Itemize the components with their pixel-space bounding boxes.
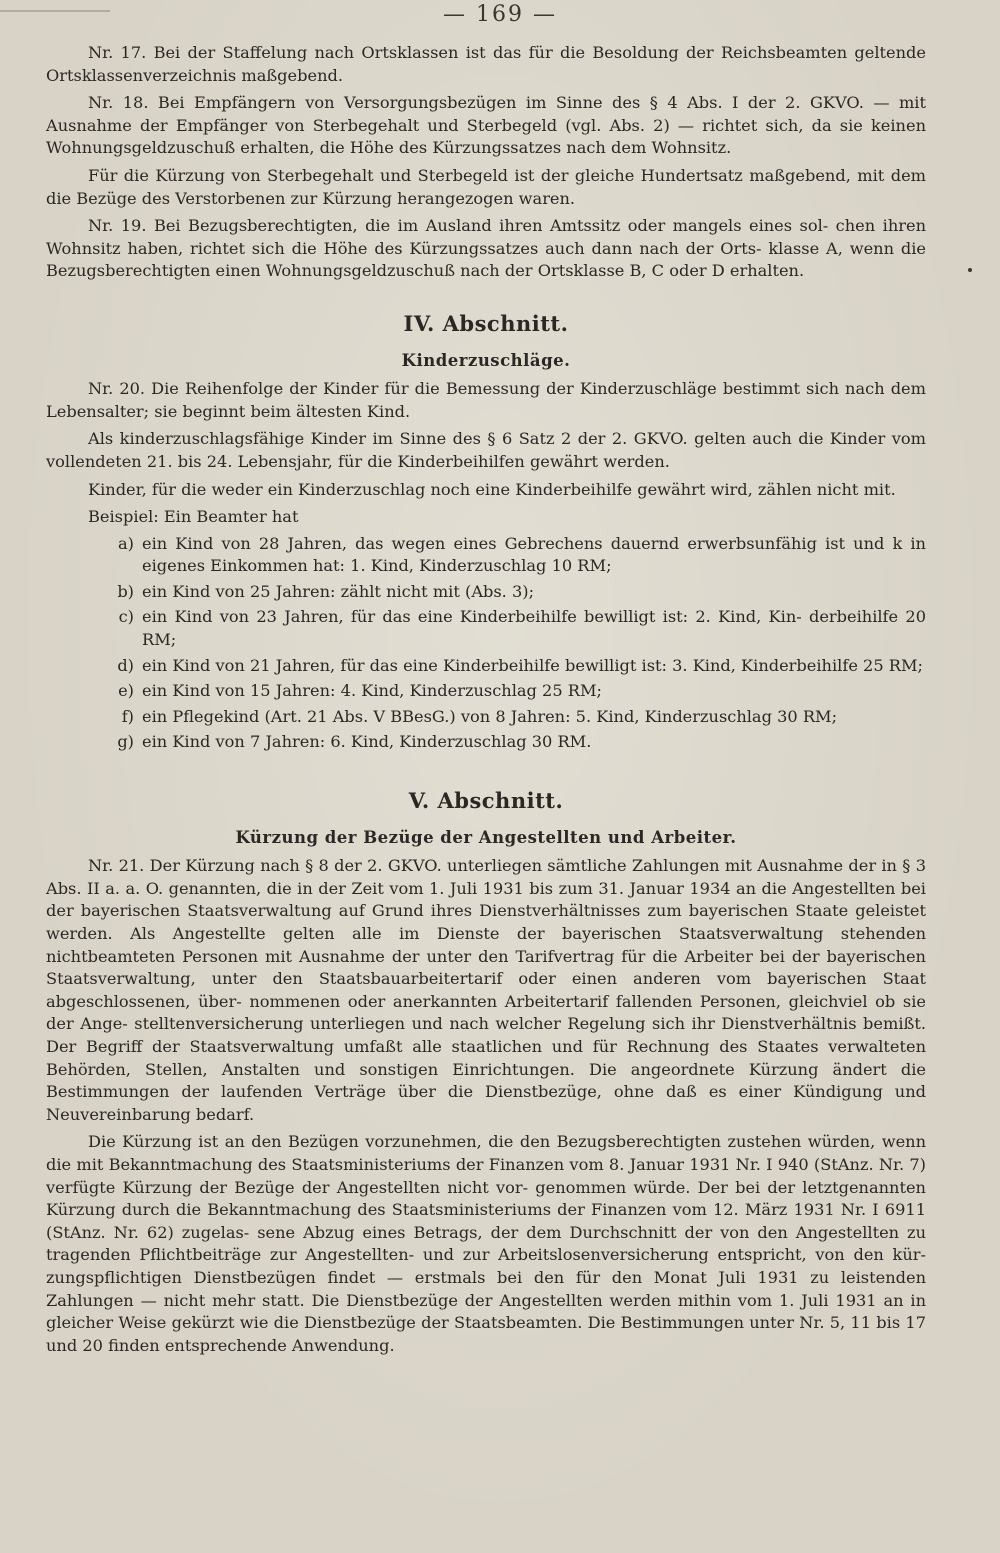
example-list <box>46 533 926 754</box>
ink-speck <box>968 268 972 272</box>
list-item <box>46 606 926 651</box>
list-item-marker: e) <box>118 681 134 701</box>
page-body <box>46 42 926 1362</box>
section-subheading-kinderzuschlaege: Kinderzuschläge. <box>401 350 571 370</box>
section-subheading-kuerzung: Kürzung der Bezüge der Angestellten und Arbeiter. <box>235 827 737 847</box>
list-item <box>46 680 926 703</box>
list-item-marker: f) <box>121 706 134 726</box>
list-item-text: ein Pflegekind (Art. 21 Abs. V BBesG.) von 8 Jahren: 5. Kind, Kinderzuschlag 30 RM; <box>142 706 838 726</box>
list-item-text: ein Kind von 21 Jahren, für das eine Kinderbeihilfe bewilligt ist: 3. Kind, Kinderbeihilfe 25 RM; <box>142 655 923 675</box>
paragraph-sterbegeld: Für die Kürzung von Sterbegehalt und Sterbegeld ist der gleiche Hundertsatz maßgebend, mit dem die Bezüge des Verstorbenen zur Kürzung herangezogen waren. <box>46 165 926 208</box>
example-lead: Beispiel: Ein Beamter hat <box>88 507 299 527</box>
list-item-marker: c) <box>118 607 134 627</box>
list-item <box>46 706 926 729</box>
list-item <box>46 731 926 754</box>
section-heading-iv: IV. Abschnitt. <box>403 310 569 336</box>
list-item <box>46 655 926 678</box>
list-item-text: ein Kind von 28 Jahren, das wegen eines Gebrechens dauernd erwerbsunfähig ist und k in eigenes Einkommen hat: 1. Kind, Kinderzuschlag 10 RM; <box>142 533 926 576</box>
list-item-marker: b) <box>117 581 134 601</box>
paragraph-nr17: Nr. 17. Bei der Staffelung nach Ortsklassen ist das für die Besoldung der Reichsbeamten geltende Ortsklassenverzeichnis maßgebend. <box>46 43 926 85</box>
list-item-text: ein Kind von 25 Jahren: zählt nicht mit (Abs. 3); <box>142 581 535 601</box>
list-item-marker: g) <box>117 732 134 752</box>
paragraph-kuerzung-bezuege: Die Kürzung ist an den Bezügen vorzunehmen, die den Bezugsberechtigten zustehen würden, wenn die mit Bekanntmachung des Staatsministeriums der Finanzen vom 8. Januar 1931 Nr. I 940 (StAnz. Nr. 7) verfügte Kürzung der Bezüge der Angestellten nicht vor- genommen würde. Der bei der letztgenannten Kürzung durch die Bekanntmachung des Staatsministeriums der Finanzen vom 12. März 1931 Nr. I 6911 (StAnz. Nr. 62) zugelas- sene Abzug eines Betrags, der dem Durchschnitt der von den Angestellten zu tragenden Pflichtbeiträge zur Angestellten- und zur Arbeitslosenversicherung entspricht, von den kür- zungspflichtigen Dienstbezügen findet — erstmals bei den für den Monat Juli 1931 zu leistenden Zahlungen — nicht mehr statt. Die Dienstbezüge der Angestellten werden mithin vom 1. Juli 1931 an in gleicher Weise gekürzt wie die Dienstbezüge der Staatsbeamten. Die Bestimmungen unter Nr. 5, 11 bis 17 und 20 finden entsprechende Anwendung. <box>46 1132 926 1355</box>
section-heading-v: V. Abschnitt. <box>408 788 564 814</box>
page-number: — 169 — <box>443 2 557 27</box>
list-item-marker: d) <box>117 655 134 675</box>
paragraph-nr20: Nr. 20. Die Reihenfolge der Kinder für die Bemessung der Kinderzuschläge bestimmt sich nach dem Lebensalter; sie beginnt beim ältesten Kind. <box>46 379 926 421</box>
paragraph-nr19: Nr. 19. Bei Bezugsberechtigten, die im Ausland ihren Amtssitz oder mangels eines sol- chen ihren Wohnsitz haben, richtet sich die Höhe des Kürzungssatzes auch dann nach der Orts- klasse A, wenn die Bezugsberechtigten einen Wohnungsgeldzuschuß nach der Ortsklasse B, C oder D erhalten. <box>46 216 926 281</box>
list-item-text: ein Kind von 23 Jahren, für das eine Kinderbeihilfe bewilligt ist: 2. Kind, Kin- derbeihilfe 20 RM; <box>142 607 926 650</box>
paragraph-nr21: Nr. 21. Der Kürzung nach § 8 der 2. GKVO. unterliegen sämtliche Zahlungen mit Ausnahme der in § 3 Abs. II a. a. O. genannten, die in der Zeit vom 1. Juli 1931 bis zum 31. Januar 1934 an die Angestellten bei der bayerischen Staatsverwaltung auf Grund ihres Dienstverhältnisses zum bayerischen Staate geleistet werden. Als Angestellte gelten alle im Dienste der bayerischen Staatsverwaltung stehenden nichtbeamteten Personen mit Ausnahme der unter den Tarifvertrag für die Arbeiter bei der bayerischen Staatsverwaltung, unter den Staatsbauarbeitertarif oder einen anderen vom bayerischen Staat abgeschlossenen, über- nommenen oder anerkannten Arbeitertarif fallenden Personen, gleichviel ob sie der Ange- stelltenversicherung unterliegen und nach welcher Regelung sich ihr Dienstverhältnis bemißt. Der Begriff der Staatsverwaltung umfaßt alle staatlichen und für Rechnung des Staates verwalteten Behörden, Stellen, Anstalten und sonstigen Einrichtungen. Die angeordnete Kürzung ändert die Bestimmungen der laufenden Verträge über die Dienstbezüge, ohne daß es einer Kündigung und Neuvereinbarung bedarf. <box>46 856 926 1124</box>
list-item-text: ein Kind von 15 Jahren: 4. Kind, Kinderzuschlag 25 RM; <box>142 681 603 701</box>
list-item <box>46 533 926 578</box>
list-item-marker: a) <box>118 533 134 553</box>
list-item <box>46 581 926 604</box>
list-item-text: ein Kind von 7 Jahren: 6. Kind, Kinderzuschlag 30 RM. <box>142 732 592 752</box>
paragraph-kinderzuschlagsfaehig: Als kinderzuschlagsfähige Kinder im Sinne des § 6 Satz 2 der 2. GKVO. gelten auch die Kinder vom vollendeten 21. bis 24. Lebensjahr, für die Kinderbeihilfen gewährt werden. <box>46 429 926 471</box>
paragraph-kinder-zaehlen-nicht: Kinder, für die weder ein Kinderzuschlag noch eine Kinderbeihilfe gewährt wird, zählen nicht mit. <box>88 479 896 499</box>
paragraph-nr18: Nr. 18. Bei Empfängern von Versorgungsbezügen im Sinne des § 4 Abs. I der 2. GKVO. — mit Ausnahme der Empfänger von Sterbegehalt und Sterbegeld (vgl. Abs. 2) — richtet sich, da sie keinen Wohnungsgeldzuschuß erhalten, die Höhe des Kürzungssatzes nach dem Wohnsitz. <box>46 93 926 158</box>
